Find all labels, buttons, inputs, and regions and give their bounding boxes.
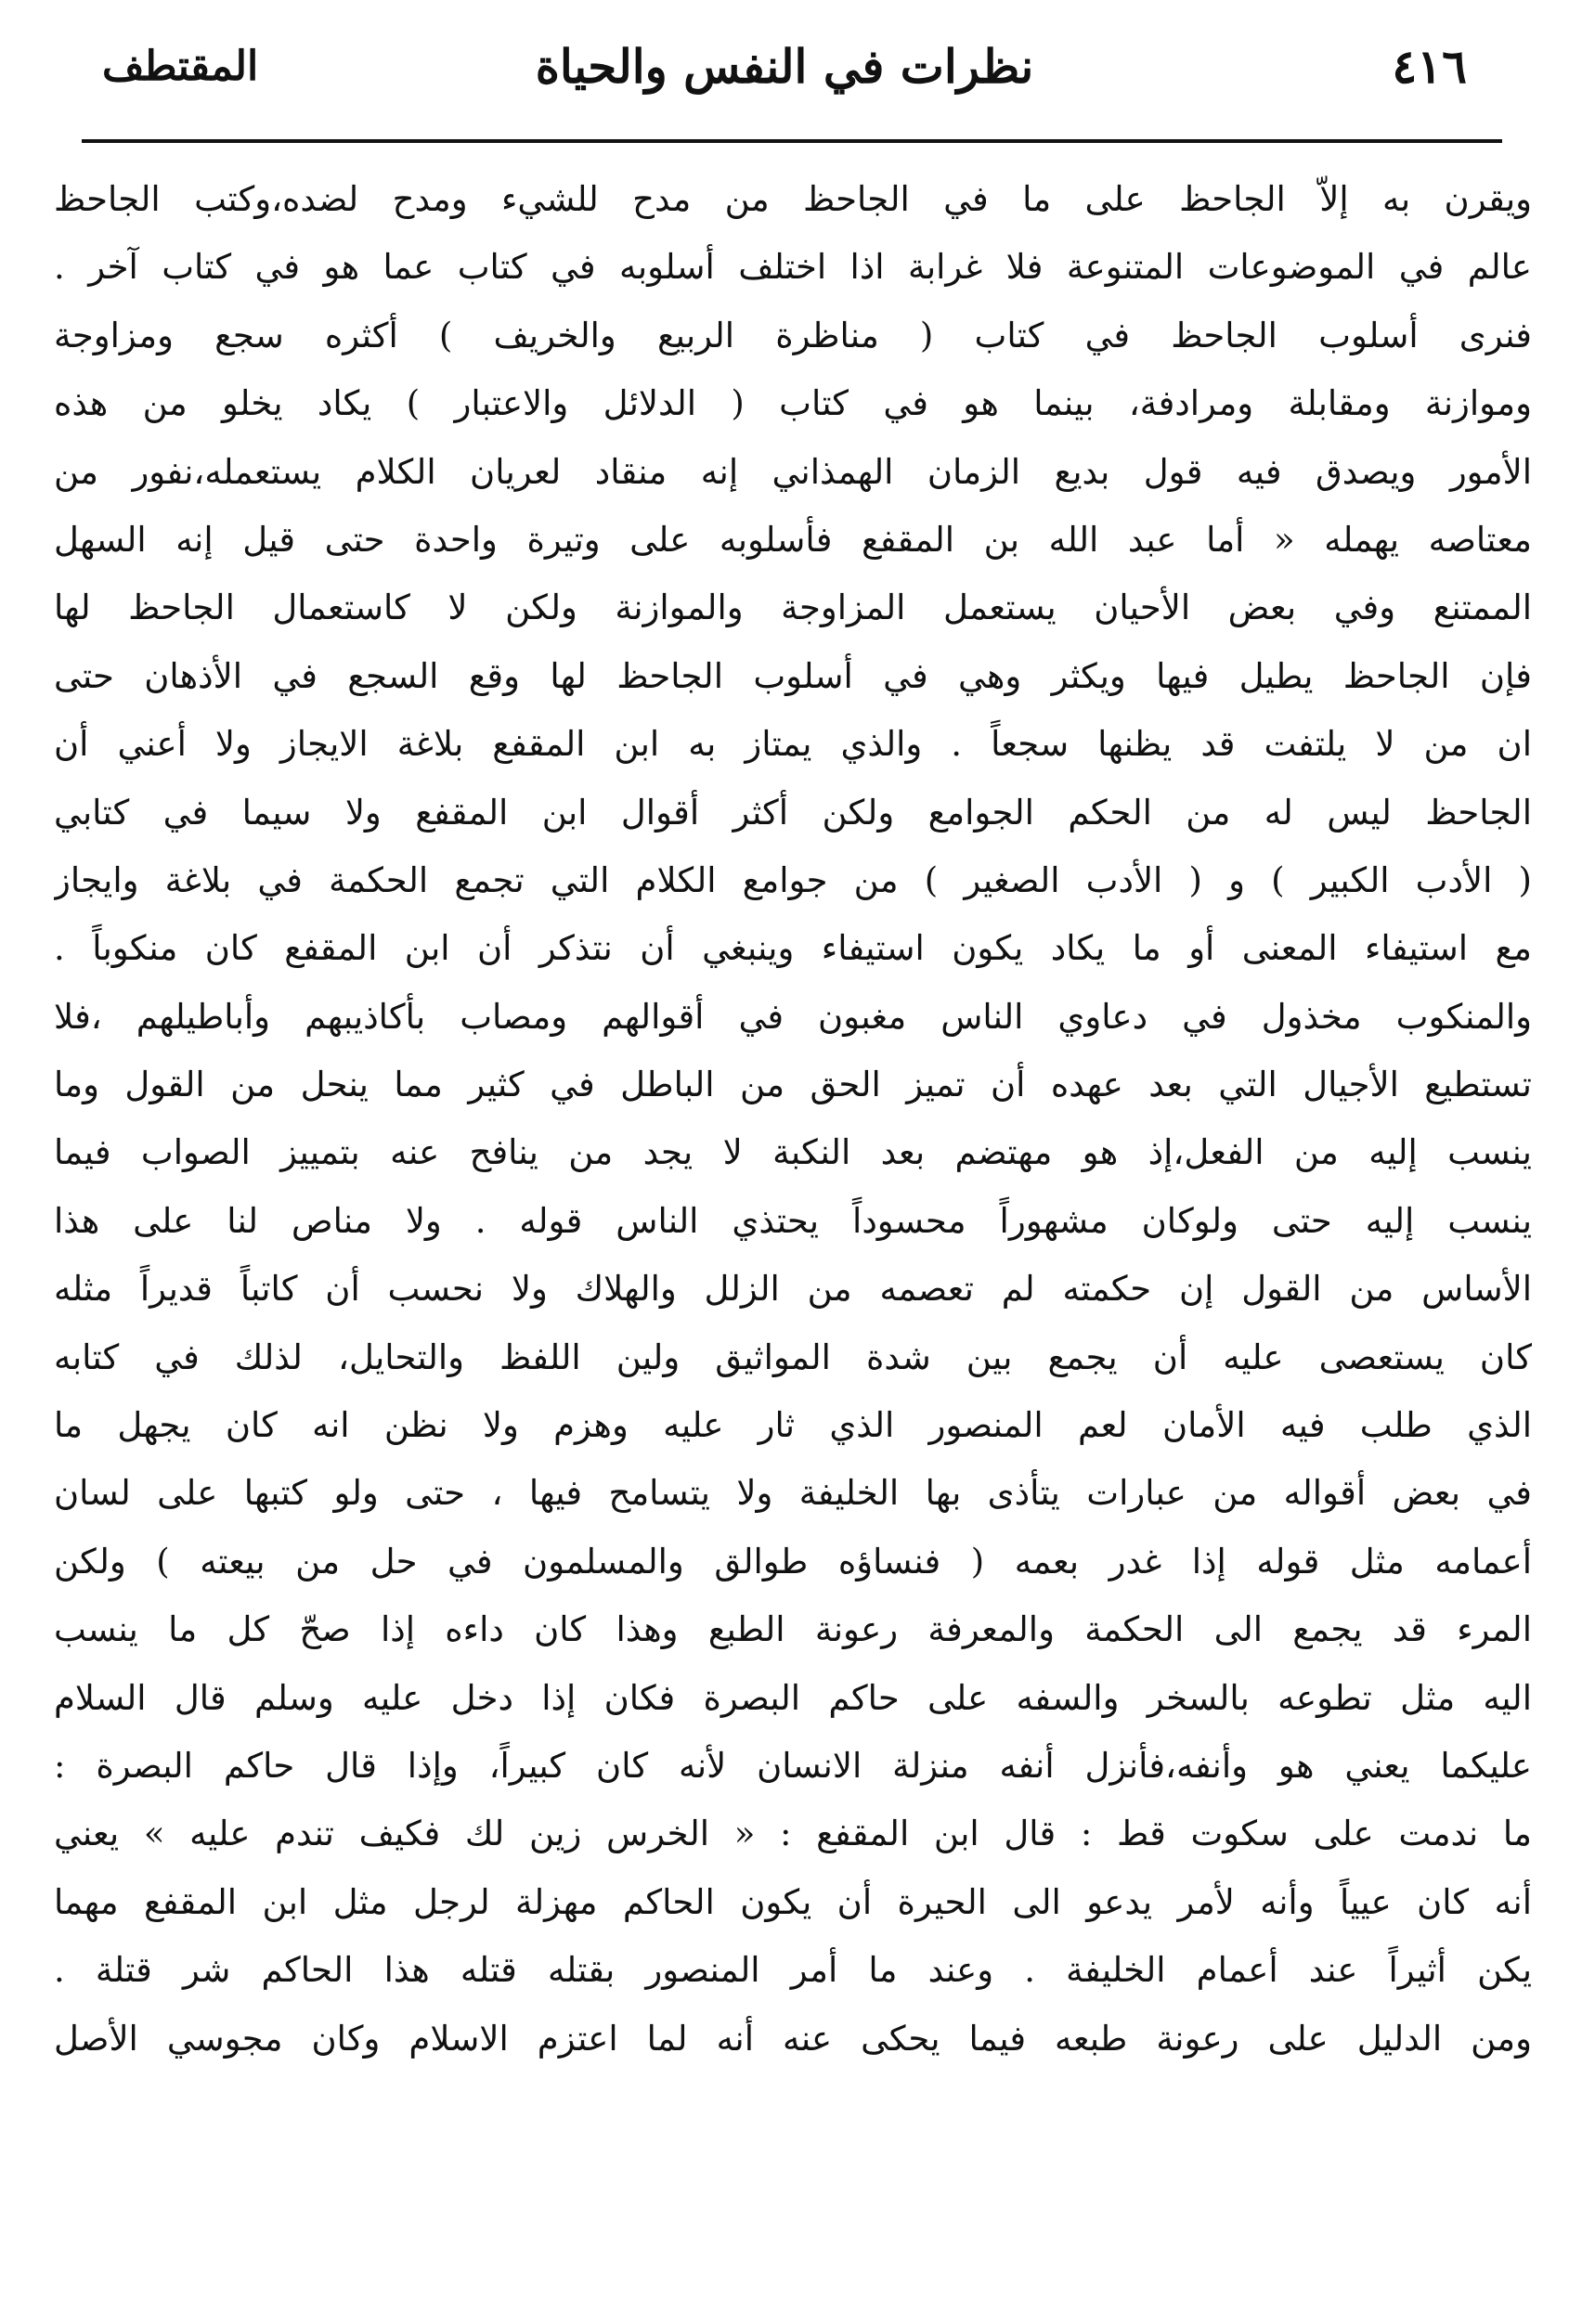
article-body <box>54 165 1532 2072</box>
text-line: ( الأدب الكبير ) و ( الأدب الصغير ) من جوامع الكلام التي تجمع الحكمة في بلاغة وايجاز <box>54 859 1532 900</box>
text-line: ما ندمت على سكوت قط : قال ابن المقفع : « الخرس زين لك فكيف تندم عليه » يعني <box>54 1814 1532 1854</box>
text-line: الأمور ويصدق فيه قول بديع الزمان الهمذاني إنه منقاد لعريان الكلام يستعمله،نفور من <box>54 451 1532 492</box>
text-line: في بعض أقواله من عبارات يتأذى بها الخليفة ولا يتسامح فيها ، حتى ولو كتبها على لسان <box>54 1473 1532 1514</box>
text-line: ان من لا يلتفت قد يظنها سجعاً . والذي يمتاز به ابن المقفع بلاغة الايجاز ولا أعني أن <box>54 724 1532 765</box>
journal-name: المقتطف <box>102 43 259 90</box>
text-line: المرء قد يجمع الى الحكمة والمعرفة رعونة الطبع وهذا كان داءه إذا صحّ كل ما ينسب <box>54 1609 1532 1650</box>
text-line: وموازنة ومقابلة ومرادفة، بينما هو في كتاب ( الدلائل والاعتبار ) يكاد يخلو من هذه <box>54 383 1532 424</box>
text-line: عالم في الموضوعات المتنوعة فلا غرابة اذا اختلف أسلوبه في كتاب عما هو في كتاب آخر . <box>54 247 1532 288</box>
text-line: أنه كان عيياً وأنه لأمر يدعو الى الحيرة أن يكون الحاكم مهزلة لرجل مثل ابن المقفع مهما <box>54 1881 1532 1922</box>
text-line: يكن أثيراً عند أعمام الخليفة . وعند ما أمر المنصور بقتله قتله هذا الحاكم شر قتلة . <box>54 1950 1532 1991</box>
text-line: فنرى أسلوب الجاحظ في كتاب ( مناظرة الربيع والخريف ) أكثره سجع ومزاوجة <box>54 315 1532 355</box>
text-line: ومن الدليل على رعونة طبعه فيما يحكى عنه أنه لما اعتزم الاسلام وكان مجوسي الأصل <box>54 2018 1532 2059</box>
text-line: الممتنع وفي بعض الأحيان يستعمل المزاوجة والموازنة ولكن لا كاستعمال الجاحظ لها <box>54 587 1532 628</box>
text-line: عليكما يعني هو وأنفه،فأنزل أنفه منزلة الانسان لأنه كان كبيراً، وإذا قال حاكم البصرة : <box>54 1745 1532 1786</box>
text-line: ينسب إليه حتى ولوكان مشهوراً محسوداً يحتذي الناس قوله . ولا مناص لنا على هذا <box>54 1200 1532 1241</box>
text-line: أعمامه مثل قوله إذا غدر بعمه ( فنساؤه طوالق والمسلمون في حل من بيعته ) ولكن <box>54 1541 1532 1582</box>
page-number: ٤١٦ <box>1392 39 1467 94</box>
text-line: الجاحظ ليس له من الحكم الجوامع ولكن أكثر أقوال ابن المقفع ولا سيما في كتابي <box>54 792 1532 833</box>
text-line: الأساس من القول إن حكمته لم تعصمه من الزلل والهلاك ولا نحسب أن كاتباً قديراً مثله <box>54 1269 1532 1310</box>
text-line: والمنكوب مخذول في دعاوي الناس مغبون في أقوالهم ومصاب بأكاذيبهم وأباطيلهم ،فلا <box>54 996 1532 1037</box>
text-line: معتاصه يهمله « أما عبد الله بن المقفع فأسلوبه على وتيرة واحدة حتى قيل إنه السهل <box>54 519 1532 560</box>
text-line: فإن الجاحظ يطيل فيها ويكثر وهي في أسلوب الجاحظ لها وقع السجع في الأذهان حتى <box>54 655 1532 696</box>
text-line: الذي طلب فيه الأمان لعم المنصور الذي ثار عليه وهزم ولا نظن انه كان يجهل ما <box>54 1405 1532 1446</box>
header-divider <box>82 139 1502 143</box>
text-line: ويقرن به إلاّ الجاحظ على ما في الجاحظ من مدح للشيء ومدح لضده،وكتب الجاحظ <box>54 179 1532 219</box>
text-line: مع استيفاء المعنى أو ما يكاد يكون استيفاء وينبغي أن نتذكر أن ابن المقفع كان منكوباً . <box>54 928 1532 969</box>
text-line: اليه مثل تطوعه بالسخر والسفه على حاكم البصرة فكان إذا دخل عليه وسلم قال السلام <box>54 1677 1532 1718</box>
page-header <box>102 39 1467 113</box>
text-line: ينسب إليه من الفعل،إذ هو مهتضم بعد النكبة لا يجد من ينافح عنه بتمييز الصواب فيما <box>54 1132 1532 1173</box>
article-title: نظرات في النفس والحياة <box>535 39 1034 94</box>
text-line: كان يستعصى عليه أن يجمع بين شدة المواثيق ولين اللفظ والتحايل، لذلك في كتابه <box>54 1336 1532 1377</box>
text-line: تستطيع الأجيال التي بعد عهده أن تميز الحق من الباطل في كثير مما ينحل من القول وما <box>54 1065 1532 1105</box>
